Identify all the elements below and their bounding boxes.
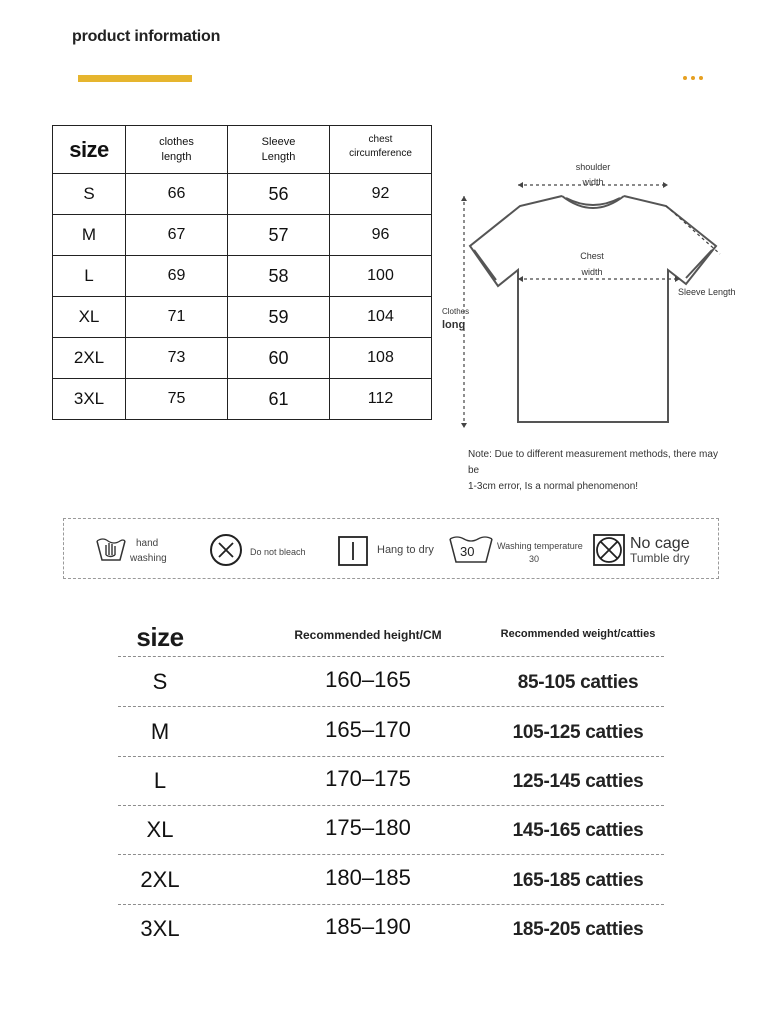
recommendation-row [118,805,664,855]
hang-dry-icon [337,535,369,567]
clothes-label: Clothes [442,307,470,316]
rec-height-cell: 180–185 [325,865,411,890]
rec-height-cell: 170–175 [325,766,411,791]
hand-wash-text-2: washing [130,553,167,564]
no-bleach-text: Do not bleach [250,547,306,557]
chest-cell: 112 [330,379,432,420]
hand-wash-icon [94,533,128,563]
hand-wash-item [92,519,202,580]
rec-size-cell: S [152,669,168,694]
length-label: long [442,319,466,331]
wash-temp-value: 30 [460,544,475,559]
hand-wash-text-1: hand [136,538,159,549]
sleeve-length-header [228,126,330,174]
sleeve-cell: 57 [228,215,330,256]
size-row [53,256,432,297]
sleeve-cell: 59 [228,297,330,338]
tshirt-diagram [440,158,740,440]
chest-label: Chest [580,251,604,261]
measurement-note [468,447,718,495]
rec-size-cell: 3XL [140,916,180,941]
rec-size-header: size [136,622,184,652]
size-chart-table [52,125,432,420]
size-row [53,297,432,338]
no-cage-text: No cage [630,535,690,552]
size-header: size [53,126,126,174]
note-line-1: Note: Due to different measurement methods, there may be [468,449,718,476]
page-title: product information [72,28,221,45]
rec-height-cell: 165–170 [325,717,411,742]
sleeve-length-label: Sleeve Length [678,287,736,297]
sleeve-cell: 61 [228,379,330,420]
clothes-length-header-text: clothes length [159,135,194,163]
rec-weight-cell: 145-165 catties [512,820,644,841]
no-tumble-dry-icon [592,533,626,567]
chest-cell: 96 [330,215,432,256]
size-cell: S [53,174,126,215]
chest-header [330,126,432,174]
rec-weight-header: Recommended weight/catties [500,628,656,640]
shoulder-width-label: width [582,177,604,187]
rec-height-cell: 160–165 [325,667,411,692]
rec-height-cell: 185–190 [325,914,411,939]
wash-temp-text: Washing temperature [497,541,583,551]
length-cell: 69 [126,256,228,297]
rec-height-cell: 175–180 [325,815,411,840]
size-cell: 3XL [53,379,126,420]
size-row [53,338,432,379]
recommendation-row [118,756,664,806]
recommendation-header-row [118,620,664,657]
chest-width-label: width [581,267,603,277]
wash-temp-sub: 30 [529,554,540,564]
size-row [53,174,432,215]
size-cell: L [53,256,126,297]
sleeve-cell: 60 [228,338,330,379]
no-tumble-dry-item [592,519,720,580]
clothes-length-header [126,126,228,174]
sleeve-cell: 56 [228,174,330,215]
size-cell: XL [53,297,126,338]
rec-weight-cell: 185-205 catties [512,919,644,940]
size-chart-header-row [53,126,432,174]
recommendation-row [118,904,664,953]
sleeve-cell: 58 [228,256,330,297]
rec-weight-cell: 85-105 catties [517,672,639,693]
chest-cell: 92 [330,174,432,215]
note-line-2: 1-3cm error, Is a normal phenomenon! [468,481,639,492]
rec-size-cell: L [153,768,167,793]
length-cell: 73 [126,338,228,379]
rec-weight-cell: 165-185 catties [512,870,644,891]
size-row [53,215,432,256]
shoulder-label: shoulder [575,162,611,172]
no-bleach-icon [209,533,243,567]
length-cell: 67 [126,215,228,256]
rec-size-cell: M [150,719,170,744]
chest-header-text: chest circumference [349,133,412,159]
size-cell: M [53,215,126,256]
sleeve-length-header-text: Sleeve Length [261,135,296,163]
no-bleach-item [207,519,317,580]
tumble-dry-text: Tumble dry [630,551,690,565]
rec-height-header: Recommended height/CM [294,628,442,642]
length-cell: 75 [126,379,228,420]
chest-cell: 104 [330,297,432,338]
rec-weight-cell: 125-145 catties [512,771,644,792]
hang-dry-text: Hang to dry [377,544,434,556]
more-dots-icon [683,76,707,82]
hang-dry-item [337,519,437,580]
size-cell: 2XL [53,338,126,379]
accent-bar [78,75,192,82]
recommendation-row [118,707,664,757]
length-cell: 66 [126,174,228,215]
recommendation-row [118,657,664,707]
rec-weight-cell: 105-125 catties [512,722,644,743]
length-cell: 71 [126,297,228,338]
care-instructions [63,518,719,579]
size-row [53,379,432,420]
wash-temp-item [447,519,587,580]
chest-cell: 108 [330,338,432,379]
chest-cell: 100 [330,256,432,297]
recommendation-row [118,855,664,905]
tshirt-outline-icon [440,158,740,440]
rec-size-cell: XL [146,817,174,842]
rec-size-cell: 2XL [140,867,180,892]
